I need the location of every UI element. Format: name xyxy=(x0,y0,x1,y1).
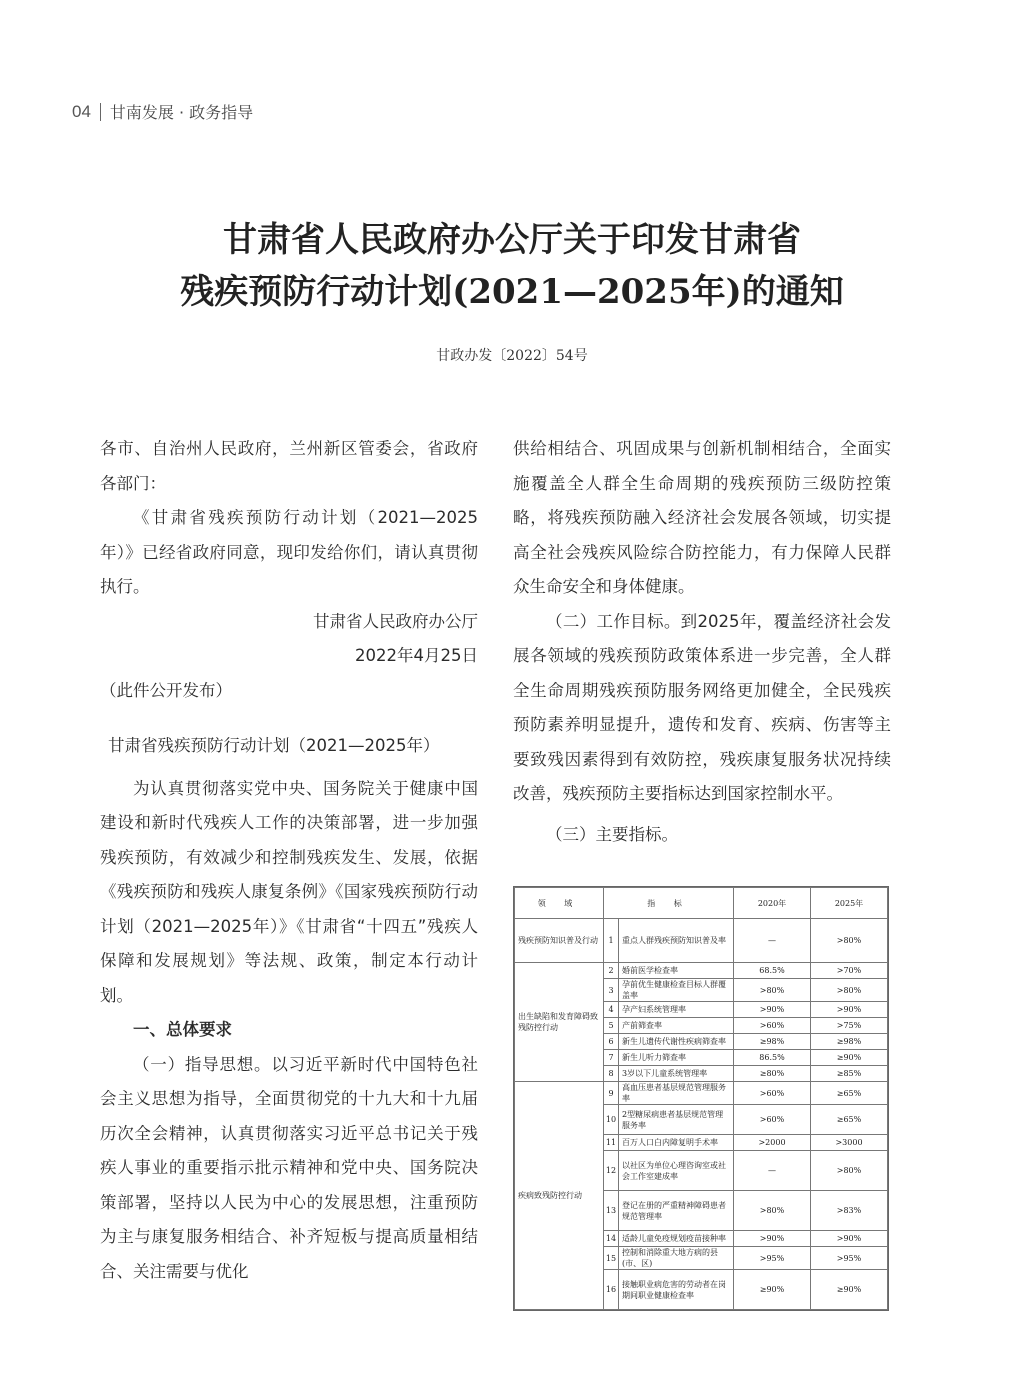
continuation-paragraph: 供给相结合、巩固成果与创新机制相结合，全面实施覆盖全人群全生命周期的残疾预防三级防控策略，将残疾预防融入经济社会发展各领域，切实提高全社会残疾风险综合防控能力，有力保障人民群众生命安全和身体健康。 xyxy=(513,439,891,596)
intro-paragraph: 为认真贯彻落实党中央、国务院关于健康中国建设和新时代残疾人工作的决策部署，进一步加强残疾预防，有效减少和控制残疾发生、发展，依据《残疾预防和残疾人康复条例》《国家残疾预防行动计划（2021—2025年）》《甘肃省“十四五”残疾人保障和发展规划》等法规、政策，制定本行动计划。 xyxy=(100,778,478,1005)
value-2020: >95% xyxy=(734,1247,811,1270)
value-2020: >2000 xyxy=(734,1135,811,1151)
value-2020: 86.5% xyxy=(734,1050,811,1066)
indicator-number: 4 xyxy=(604,1002,619,1018)
indicator-name: 高血压患者基层规范管理服务率 xyxy=(619,1082,734,1105)
header-indicator: 指 标 xyxy=(604,888,734,919)
value-2020: ≥98% xyxy=(734,1034,811,1050)
indicator-name: 接触职业病危害的劳动者在岗期间职业健康检查率 xyxy=(619,1270,734,1310)
value-2025: >95% xyxy=(811,1247,888,1270)
value-2025: >90% xyxy=(811,1002,888,1018)
indicator-number: 9 xyxy=(604,1082,619,1105)
indicator-name: 3岁以下儿童系统管理率 xyxy=(619,1066,734,1082)
document-title xyxy=(0,214,1024,318)
value-2025: >80% xyxy=(811,979,888,1002)
left-column xyxy=(100,432,478,1289)
value-2025: >90% xyxy=(811,1231,888,1247)
value-2020: >60% xyxy=(734,1105,811,1135)
header-2020: 2020年 xyxy=(734,888,811,919)
value-2020: >90% xyxy=(734,1231,811,1247)
table-header-row xyxy=(515,888,888,919)
value-2020: — xyxy=(734,1151,811,1191)
value-2025: ≥85% xyxy=(811,1066,888,1082)
indicator-number: 8 xyxy=(604,1066,619,1082)
indicator-name: 婚前医学检查率 xyxy=(619,963,734,979)
table-row xyxy=(515,919,888,963)
indicator-number: 10 xyxy=(604,1105,619,1135)
indicator-name: 新生儿遗传代谢性疾病筛查率 xyxy=(619,1034,734,1050)
document-number: 甘政办发〔2022〕54号 xyxy=(436,348,588,364)
table-row xyxy=(515,963,888,979)
indicator-number: 13 xyxy=(604,1191,619,1231)
indicator-name: 以社区为单位心理咨询室或社会工作室建成率 xyxy=(619,1151,734,1191)
issue-date: 2022年4月25日 xyxy=(355,646,478,665)
indicator-number: 11 xyxy=(604,1135,619,1151)
header-domain: 领 域 xyxy=(515,888,604,919)
value-2020: >80% xyxy=(734,979,811,1002)
value-2020: >60% xyxy=(734,1082,811,1105)
domain-cell: 出生缺陷和发育障碍致残防控行动 xyxy=(515,963,604,1082)
right-column xyxy=(513,432,891,852)
indicators-heading: （三）主要指标。 xyxy=(546,824,678,844)
table-row xyxy=(515,1082,888,1105)
value-2020: >60% xyxy=(734,1018,811,1034)
value-2025: >3000 xyxy=(811,1135,888,1151)
value-2025: ≥65% xyxy=(811,1082,888,1105)
value-2020: >80% xyxy=(734,1191,811,1231)
indicator-number: 1 xyxy=(604,919,619,963)
value-2025: >75% xyxy=(811,1018,888,1034)
indicator-name: 控制和消除重大地方病的县(市、区) xyxy=(619,1247,734,1270)
indicator-name: 产前筛查率 xyxy=(619,1018,734,1034)
indicator-number: 5 xyxy=(604,1018,619,1034)
domain-cell: 残疾预防知识普及行动 xyxy=(515,919,604,963)
value-2020: 68.5% xyxy=(734,963,811,979)
indicator-number: 12 xyxy=(604,1151,619,1191)
header-2025: 2025年 xyxy=(811,888,888,919)
guiding-paragraph: （一）指导思想。以习近平新时代中国特色社会主义思想为指导，全面贯彻党的十九大和十九届历次全会精神，认真贯彻落实习近平总书记关于残疾人事业的重要指示批示精神和党中央、国务院决策部署，坚持以人民为中心的发展思想，注重预防为主与康复服务相结合、补齐短板与提高质量相结合、关注需要与优化 xyxy=(100,1054,478,1281)
value-2025: >83% xyxy=(811,1191,888,1231)
indicator-number: 7 xyxy=(604,1050,619,1066)
value-2020: — xyxy=(734,919,811,963)
publish-note: （此件公开发布） xyxy=(100,680,232,700)
value-2020: ≥90% xyxy=(734,1270,811,1310)
indicator-name: 重点人群残疾预防知识普及率 xyxy=(619,919,734,963)
value-2025: >80% xyxy=(811,919,888,963)
indicator-number: 16 xyxy=(604,1270,619,1310)
issuer: 甘肃省人民政府办公厅 xyxy=(313,611,478,631)
indicator-table xyxy=(513,886,889,1311)
goals-paragraph: （二）工作目标。到2025年，覆盖经济社会发展各领域的残疾预防政策体系进一步完善，全人群全生命周期残疾预防服务网络更加健全，全民残疾预防素养明显提升，遗传和发育、疾病、伤害等主要致残因素得到有效防控，残疾康复服务状况持续改善，残疾预防主要指标达到国家控制水平。 xyxy=(513,611,891,803)
indicator-number: 6 xyxy=(604,1034,619,1050)
indicator-name: 新生儿听力筛查率 xyxy=(619,1050,734,1066)
header-divider xyxy=(100,103,101,121)
indicator-name: 2型糖尿病患者基层规范管理服务率 xyxy=(619,1105,734,1135)
value-2025: ≥90% xyxy=(811,1050,888,1066)
section-name: 甘南发展 · 政务指导 xyxy=(109,103,254,122)
indicator-number: 2 xyxy=(604,963,619,979)
domain-cell: 疾病致残防控行动 xyxy=(515,1082,604,1310)
indicator-name: 适龄儿童免疫规划疫苗接种率 xyxy=(619,1231,734,1247)
value-2025: >70% xyxy=(811,963,888,979)
addressee: 各市、自治州人民政府，兰州新区管委会，省政府各部门： xyxy=(100,439,478,493)
indicator-name: 百万人口白内障复明手术率 xyxy=(619,1135,734,1151)
value-2025: ≥65% xyxy=(811,1105,888,1135)
page-number: 04 xyxy=(72,101,91,121)
indicator-name: 登记在册的严重精神障碍患者规范管理率 xyxy=(619,1191,734,1231)
title-line-1: 甘肃省人民政府办公厅关于印发甘肃省 xyxy=(223,220,801,260)
value-2020: ≥80% xyxy=(734,1066,811,1082)
value-2025: ≥98% xyxy=(811,1034,888,1050)
running-header xyxy=(72,100,253,123)
value-2020: >90% xyxy=(734,1002,811,1018)
value-2025: ≥90% xyxy=(811,1270,888,1310)
indicator-name: 孕产妇系统管理率 xyxy=(619,1002,734,1018)
notice-text: 《甘肃省残疾预防行动计划（2021—2025年）》已经省政府同意，现印发给你们，请认真贯彻执行。 xyxy=(100,508,478,596)
indicator-number: 3 xyxy=(604,979,619,1002)
indicator-number: 15 xyxy=(604,1247,619,1270)
title-line-2: 残疾预防行动计划(2021—2025年)的通知 xyxy=(180,272,844,312)
plan-title: 甘肃省残疾预防行动计划（2021—2025年） xyxy=(108,736,440,755)
section-heading: 一、总体要求 xyxy=(133,1020,232,1039)
indicator-number: 14 xyxy=(604,1231,619,1247)
value-2025: >80% xyxy=(811,1151,888,1191)
indicator-name: 孕前优生健康检查目标人群覆盖率 xyxy=(619,979,734,1002)
